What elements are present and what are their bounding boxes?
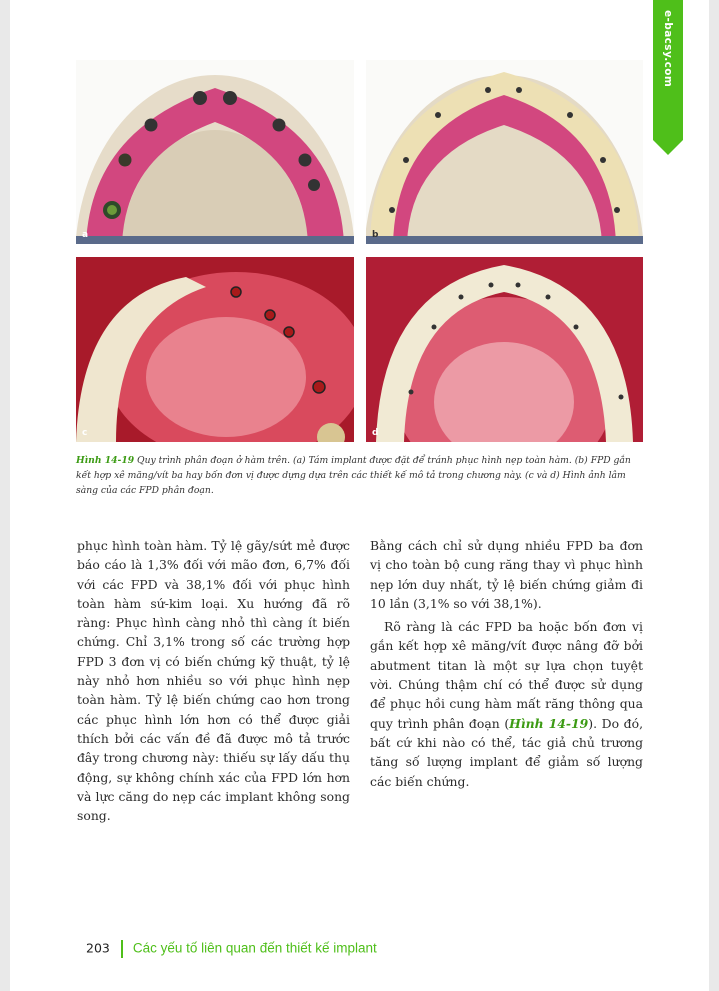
footer-divider	[121, 940, 123, 958]
chapter-title: Các yếu tố liên quan đến thiết kế implant	[132, 940, 377, 956]
page-number: 203	[86, 940, 110, 956]
page	[10, 0, 709, 991]
right-para-2	[370, 617, 643, 791]
figure-caption	[76, 453, 643, 498]
right-para-2-after: ). Do đó, bất cứ khi nào có thể, tác giả chủ trương tăng số lượng implant để giảm số lượng các biến chứng.	[370, 715, 644, 789]
caption-text: Quy trình phân đoạn ở hàm trên. (a) Tám implant được đặt để tránh phục hình nẹp toàn hàm. (b) FPD gắn kết hợp xê măng/vít ba hay bốn đơn vị được dựng dựa trên các thiết kế mô tả trong chương này. (c và d) Hình ảnh lâm sàng của các FPD phân đoạn.	[76, 455, 631, 496]
figure-reference-link[interactable]: Hình 14-19	[509, 715, 589, 731]
figure-b-photo	[366, 60, 643, 244]
left-column	[77, 536, 350, 825]
figure-d-photo	[366, 257, 643, 442]
site-tab[interactable]	[653, 0, 683, 140]
site-tab-text: e-bacsy.com	[662, 10, 674, 88]
right-para-2-before: Rõ ràng là các FPD ba hoặc bốn đơn vị gắn kết hợp xê măng/vít được nâng đỡ bởi abutment titan là một sự lựa chọn tuyệt vời. Chúng thậm chí có thể được sử dụng để phục hồi cung hàm mất răng thông qua quy trình phân đoạn (	[370, 619, 643, 731]
figure-a-photo	[76, 60, 354, 244]
caption-figure-ref: Hình 14-19	[76, 455, 135, 466]
right-para-1: Bằng cách chỉ sử dụng nhiều FPD ba đơn vị cho toàn bộ cung răng thay vì phục hình nẹp lớn duy nhất, tỷ lệ biến chứng giảm đi 10 lần (3,1% so với 38,1%).	[370, 538, 643, 611]
figure-a-label: a	[82, 230, 89, 240]
figure-c-photo	[76, 257, 354, 442]
page-footer	[86, 940, 377, 958]
figure-b-label: b	[372, 230, 379, 240]
right-column	[370, 536, 643, 791]
figure-c-label: c	[82, 428, 88, 438]
figure-d-label: d	[372, 428, 379, 438]
left-column-text: phục hình toàn hàm. Tỷ lệ gãy/sứt mẻ được báo cáo là 1,3% đối với mão đơn, 6,7% đối với các FPD và 38,1% đối với phục hình toàn hàm sứ-kim loại. Xu hướng đã rõ ràng: Phục hình càng nhỏ thì càng ít biến chứng. Chỉ 3,1% trong số các trường hợp FPD 3 đơn vị có biến chứng kỹ thuật, tỷ lệ này nhỏ hơn nhiều so với phục hình nẹp toàn hàm. Tỷ lệ biến chứng cao hơn trong các phục hình lớn hơn có thể được giải thích bởi các vấn đề đã được mô tả trước đây trong chương này: thiếu sự lấy dấu thụ động, sự không chính xác của FPD lớn hơn và lực căng do nẹp các implant không song song.	[77, 538, 350, 824]
